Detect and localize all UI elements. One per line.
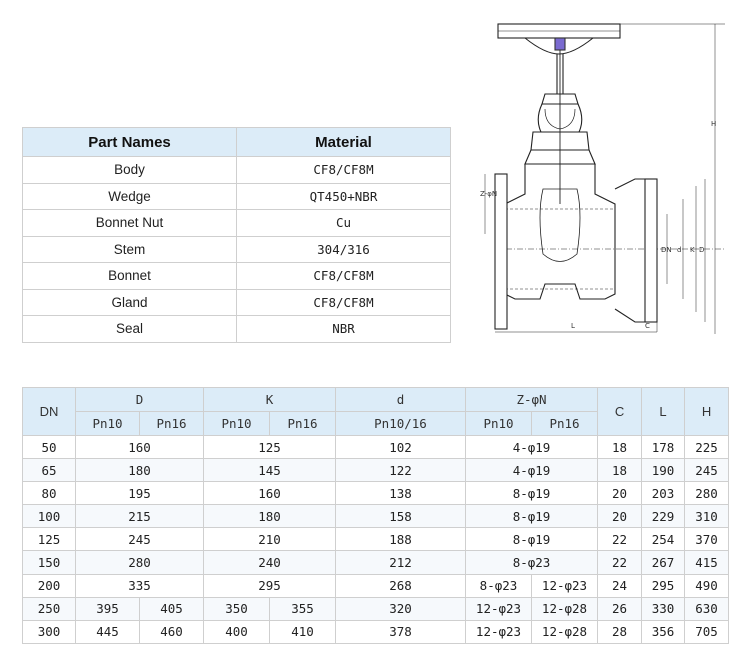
table-row <box>23 482 729 505</box>
cell-k: 180 <box>204 505 336 528</box>
cell-h: 370 <box>685 528 729 551</box>
header-d-upper: D <box>76 388 204 412</box>
cell-dn: 50 <box>23 436 76 459</box>
part-name: Seal <box>23 316 237 343</box>
header-pn10: Pn10 <box>466 412 532 436</box>
part-name: Stem <box>23 236 237 263</box>
cell-d-lower: 378 <box>336 620 466 643</box>
header-zn: Z-φN <box>466 388 598 412</box>
cell-k: 160 <box>204 482 336 505</box>
header-dn: DN <box>23 388 76 436</box>
cell-k-pn16: 355 <box>270 597 336 620</box>
cell-d-upper: 195 <box>76 482 204 505</box>
cell-l: 190 <box>642 459 685 482</box>
header-pn16: Pn16 <box>270 412 336 436</box>
cell-zn-pn10: 12-φ23 <box>466 620 532 643</box>
cell-zn: 8-φ19 <box>466 482 598 505</box>
cell-dn: 250 <box>23 597 76 620</box>
cell-c: 18 <box>598 436 642 459</box>
cell-dn: 125 <box>23 528 76 551</box>
header-pn16: Pn16 <box>532 412 598 436</box>
gate-valve-drawing <box>480 14 740 334</box>
dim-label-c: C <box>645 322 650 330</box>
cell-l: 295 <box>642 574 685 597</box>
cell-k: 240 <box>204 551 336 574</box>
header-pn10-16: Pn10/16 <box>336 412 466 436</box>
dim-label-d-big: D <box>699 246 705 254</box>
material-value: NBR <box>237 316 451 343</box>
cell-l: 178 <box>642 436 685 459</box>
cell-dn: 300 <box>23 620 76 643</box>
cell-zn-pn16: 12-φ23 <box>532 574 598 597</box>
cell-dn: 100 <box>23 505 76 528</box>
cell-l: 267 <box>642 551 685 574</box>
table-row <box>23 505 729 528</box>
table-row <box>23 183 451 210</box>
cell-l: 254 <box>642 528 685 551</box>
material-value: QT450+NBR <box>237 183 451 210</box>
cell-d-upper: 335 <box>76 574 204 597</box>
cell-k-pn10: 350 <box>204 597 270 620</box>
header-c: C <box>598 388 642 436</box>
table-row <box>23 263 451 290</box>
cell-dn: 150 <box>23 551 76 574</box>
header-k: K <box>204 388 336 412</box>
material-value: CF8/CF8M <box>237 263 451 290</box>
part-name: Bonnet Nut <box>23 210 237 237</box>
table-row <box>23 551 729 574</box>
cell-h: 705 <box>685 620 729 643</box>
cell-zn: 4-φ19 <box>466 436 598 459</box>
cell-l: 203 <box>642 482 685 505</box>
cell-d-lower: 268 <box>336 574 466 597</box>
cell-zn-pn10: 12-φ23 <box>466 597 532 620</box>
cell-c: 22 <box>598 528 642 551</box>
cell-h: 225 <box>685 436 729 459</box>
header-pn10: Pn10 <box>76 412 140 436</box>
cell-d-pn10: 445 <box>76 620 140 643</box>
header-h: H <box>685 388 729 436</box>
cell-zn-pn16: 12-φ28 <box>532 620 598 643</box>
cell-l: 356 <box>642 620 685 643</box>
cell-l: 330 <box>642 597 685 620</box>
cell-dn: 200 <box>23 574 76 597</box>
dim-label-zn: Z-φN <box>480 190 498 198</box>
material-value: CF8/CF8M <box>237 289 451 316</box>
header-pn16: Pn16 <box>140 412 204 436</box>
cell-c: 24 <box>598 574 642 597</box>
dim-label-l: L <box>571 322 575 330</box>
cell-d-pn16: 460 <box>140 620 204 643</box>
material-value: Cu <box>237 210 451 237</box>
cell-d-lower: 138 <box>336 482 466 505</box>
table-row <box>23 236 451 263</box>
table-row <box>23 620 729 643</box>
cell-k: 295 <box>204 574 336 597</box>
header-d-lower: d <box>336 388 466 412</box>
dim-label-k: K <box>690 246 695 254</box>
header-pn10: Pn10 <box>204 412 270 436</box>
cell-d-lower: 102 <box>336 436 466 459</box>
part-name: Wedge <box>23 183 237 210</box>
part-name: Gland <box>23 289 237 316</box>
cell-zn: 8-φ23 <box>466 551 598 574</box>
cell-d-pn16: 405 <box>140 597 204 620</box>
cell-k-pn16: 410 <box>270 620 336 643</box>
table-row <box>23 289 451 316</box>
cell-d-lower: 158 <box>336 505 466 528</box>
dim-label-d-small: d <box>677 246 682 254</box>
material-value: 304/316 <box>237 236 451 263</box>
cell-zn: 4-φ19 <box>466 459 598 482</box>
cell-d-upper: 245 <box>76 528 204 551</box>
cell-dn: 80 <box>23 482 76 505</box>
cell-c: 20 <box>598 505 642 528</box>
header-material: Material <box>237 128 451 157</box>
cell-c: 28 <box>598 620 642 643</box>
table-row <box>23 316 451 343</box>
cell-d-lower: 122 <box>336 459 466 482</box>
cell-d-lower: 320 <box>336 597 466 620</box>
material-value: CF8/CF8M <box>237 157 451 184</box>
header-l: L <box>642 388 685 436</box>
cell-k: 125 <box>204 436 336 459</box>
cell-zn: 8-φ19 <box>466 528 598 551</box>
materials-table <box>22 127 451 343</box>
cell-d-upper: 160 <box>76 436 204 459</box>
cell-zn-pn16: 12-φ28 <box>532 597 598 620</box>
cell-d-lower: 188 <box>336 528 466 551</box>
right-flange-shape <box>645 179 657 322</box>
table-row <box>23 157 451 184</box>
dimensions-table <box>22 387 729 644</box>
cell-zn-pn10: 8-φ23 <box>466 574 532 597</box>
dim-label-h: H <box>711 120 717 128</box>
cell-h: 310 <box>685 505 729 528</box>
cell-d-pn10: 395 <box>76 597 140 620</box>
stem-nut-shape <box>555 38 565 50</box>
cell-zn: 8-φ19 <box>466 505 598 528</box>
cell-h: 415 <box>685 551 729 574</box>
cell-h: 245 <box>685 459 729 482</box>
cell-k-pn10: 400 <box>204 620 270 643</box>
cell-h: 490 <box>685 574 729 597</box>
cell-c: 22 <box>598 551 642 574</box>
cell-k: 210 <box>204 528 336 551</box>
cell-d-lower: 212 <box>336 551 466 574</box>
cell-c: 18 <box>598 459 642 482</box>
cell-d-upper: 215 <box>76 505 204 528</box>
table-row <box>23 528 729 551</box>
materials-header-row <box>23 128 451 157</box>
table-row <box>23 597 729 620</box>
cell-d-upper: 280 <box>76 551 204 574</box>
table-row <box>23 210 451 237</box>
cell-c: 26 <box>598 597 642 620</box>
table-row <box>23 574 729 597</box>
part-name: Bonnet <box>23 263 237 290</box>
dim-label-dn: DN <box>661 246 672 254</box>
table-row <box>23 459 729 482</box>
cell-dn: 65 <box>23 459 76 482</box>
cell-h: 280 <box>685 482 729 505</box>
cell-l: 229 <box>642 505 685 528</box>
part-name: Body <box>23 157 237 184</box>
header-part-names: Part Names <box>23 128 237 157</box>
cell-c: 20 <box>598 482 642 505</box>
cell-k: 145 <box>204 459 336 482</box>
table-row <box>23 436 729 459</box>
cell-d-upper: 180 <box>76 459 204 482</box>
cell-h: 630 <box>685 597 729 620</box>
